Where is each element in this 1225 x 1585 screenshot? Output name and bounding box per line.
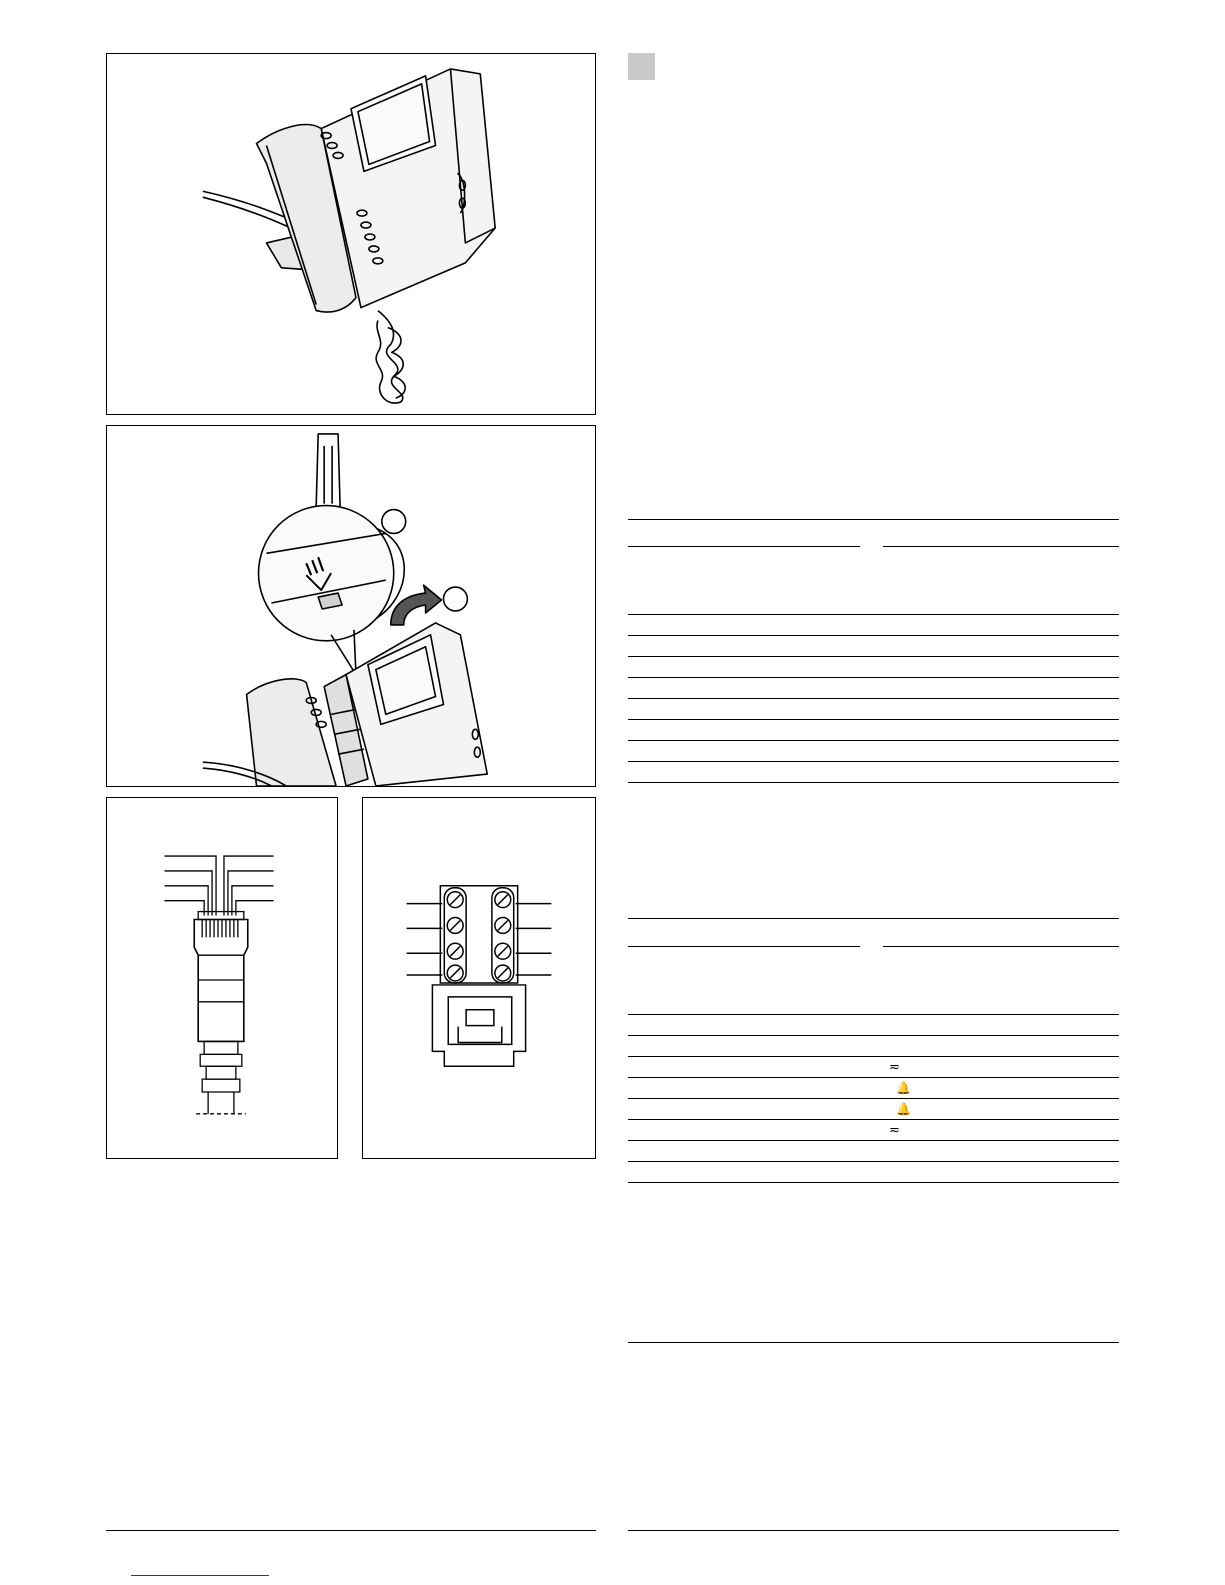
section-rule [628,1342,1119,1343]
table-row [628,1161,1119,1162]
monitor-handset-figure [106,53,596,415]
table-row [628,1119,1119,1120]
table-row [628,761,1119,762]
table-row [628,1014,1119,1015]
screwdriver-icon [107,426,595,786]
table2-bottom-rule [628,1182,1119,1183]
ac-supply-symbol: ≂ [889,1060,900,1075]
table-row [628,1035,1119,1036]
table-row [628,1077,1119,1078]
table1-header-rule-left [628,546,860,547]
table2-header-rule-right [883,946,1119,947]
table-row [628,698,1119,699]
screwdriver-removal-figure [106,425,596,787]
ac-supply-symbol: ≂ [889,1123,900,1138]
rj-connector-figure [106,797,338,1159]
modular-plug-icon [107,798,337,1158]
terminal-block-figure [362,797,596,1159]
table1-top-rule [628,519,1119,520]
footer-rule-right [628,1530,1119,1531]
table-row [628,635,1119,636]
table1-header-rule-right [883,546,1119,547]
table-row [628,1098,1119,1099]
section-marker [628,53,655,80]
table-row [628,614,1119,615]
bell-icon: 🔔 [896,1102,911,1116]
table-row [628,656,1119,657]
table-row [628,740,1119,741]
table2-header-rule-left [628,946,860,947]
bell-icon: 🔔 [896,1081,911,1095]
footer-link-underline[interactable] [131,1575,269,1576]
terminal-block-icon [363,798,595,1158]
table-row [628,1140,1119,1141]
table1-bottom-rule [628,782,1119,783]
table-row [628,677,1119,678]
footer-rule-left [106,1530,596,1531]
table-row [628,719,1119,720]
table-row [628,1056,1119,1057]
table2-top-rule [628,918,1119,919]
video-intercom-monitor-icon [107,54,595,414]
